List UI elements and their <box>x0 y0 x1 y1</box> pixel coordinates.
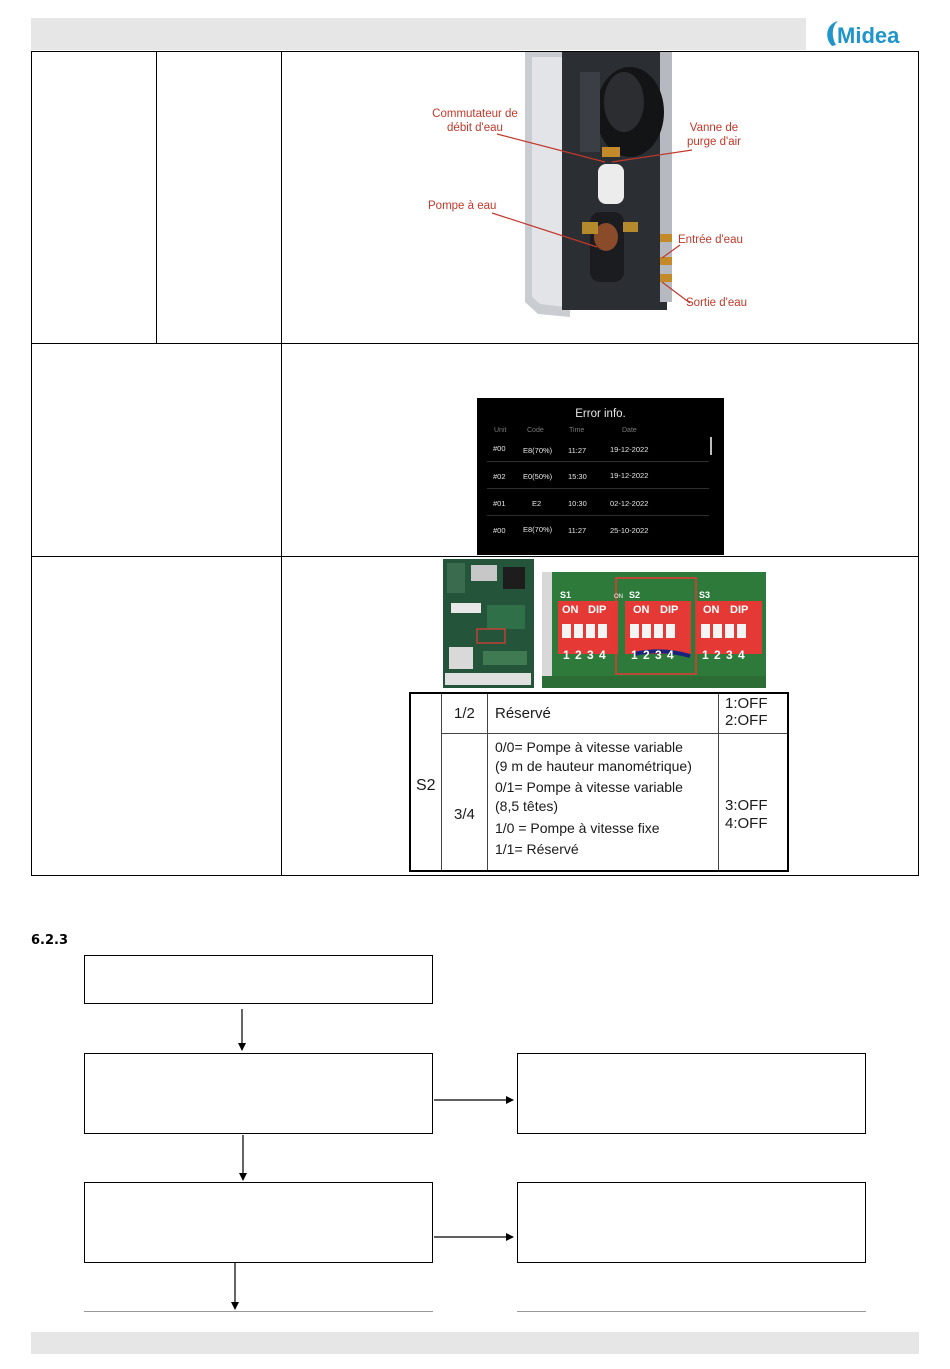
page-header-bar <box>31 18 806 50</box>
column-header-time: Time <box>569 427 585 434</box>
table-divider <box>441 733 787 734</box>
table-row-2-time: 15:30 <box>568 472 587 481</box>
table-row-4-time: 11:27 <box>568 526 587 535</box>
switch-s2-num-1: 1 <box>631 648 638 662</box>
switch-s3-num-1: 1 <box>702 648 709 662</box>
row2-default-2: 4:OFF <box>725 815 768 832</box>
column-header-unit: Unit <box>494 427 507 434</box>
table-row-4-code: E8(70%) <box>523 525 553 534</box>
label-air-purge-valve: Vanne de purge d'air <box>687 122 741 148</box>
error-info-screen <box>477 398 724 555</box>
switch-s3-dip: DIP <box>730 604 749 616</box>
table-border-top <box>31 51 919 52</box>
table-col-divider <box>281 51 282 876</box>
s2-switch-table <box>409 692 789 872</box>
column-header-date: Date <box>622 427 637 434</box>
row-separator <box>487 461 709 462</box>
table-divider <box>441 694 442 870</box>
switch-s1-num-3: 3 <box>587 648 594 662</box>
dip-switch-closeup-photo <box>542 572 766 688</box>
switch-s2-num-4: 4 <box>667 648 674 662</box>
table-row-3-date: 02-12-2022 <box>610 499 649 508</box>
switch-s3-on: ON <box>703 604 720 616</box>
switch-name-s2: S2 <box>416 777 436 794</box>
table-border-left <box>31 51 32 876</box>
row2-desc-line-5: 1/0 = Pompe à vitesse fixe <box>495 820 660 836</box>
table-border-right <box>918 51 919 876</box>
table-border-bottom <box>31 875 919 876</box>
row-separator <box>487 515 709 516</box>
row2-desc-line-6: 1/1= Réservé <box>495 841 579 857</box>
switch-small-on: ON <box>614 594 623 600</box>
label-water-outlet: Sortie d'eau <box>686 297 748 309</box>
switch-s1-num-4: 4 <box>599 648 606 662</box>
table-inner-col-divider <box>156 51 157 343</box>
table-row-3-time: 10:30 <box>568 499 587 508</box>
table-row-1-code: E8(70%) <box>523 446 553 455</box>
midea-logo <box>822 16 917 52</box>
hydraulic-module-photo <box>520 52 675 317</box>
row1-default-2: 2:OFF <box>725 712 768 729</box>
row2-desc-line-4: (8,5 têtes) <box>495 798 559 814</box>
switch-s1-name: S1 <box>560 590 572 600</box>
switch-s3-num-4: 4 <box>738 648 745 662</box>
switch-s2-num-3: 3 <box>655 648 662 662</box>
switch-s3-name: S3 <box>699 590 711 600</box>
row1-description: Réservé <box>495 705 551 722</box>
row2-desc-line-1: 0/0= Pompe à vitesse variable <box>495 739 683 755</box>
label-water-pump: Pompe à eau <box>428 200 497 212</box>
error-screen-scrollbar[interactable] <box>710 437 712 455</box>
switch-s1-num-2: 2 <box>575 648 582 662</box>
section-number: 6.2.3 <box>31 933 69 948</box>
table-divider <box>718 694 719 870</box>
table-divider <box>487 694 488 870</box>
main-control-board-photo <box>443 559 534 688</box>
label-water-inlet: Entrée d'eau <box>678 234 743 246</box>
brand-text: Midea <box>837 23 900 48</box>
row2-default-1: 3:OFF <box>725 797 768 814</box>
column-header-code: Code <box>527 427 544 434</box>
table-row-3-code: E2 <box>532 499 542 508</box>
table-row-2-date: 19-12-2022 <box>610 471 649 480</box>
table-row-2-unit: #02 <box>493 472 506 481</box>
table-row-2-code: E0(50%) <box>523 472 553 481</box>
row-separator <box>487 488 709 489</box>
switch-s2-name: S2 <box>629 590 641 600</box>
flowchart-arrows <box>0 940 950 1320</box>
table-row-divider-2 <box>31 556 919 557</box>
switch-s1-num-1: 1 <box>563 648 570 662</box>
switch-s1-on: ON <box>562 604 579 616</box>
table-row-1-date: 19-12-2022 <box>610 445 649 454</box>
table-row-4-unit: #00 <box>493 526 506 535</box>
row1-position: 1/2 <box>454 705 475 722</box>
table-row-3-unit: #01 <box>493 499 506 508</box>
row2-position: 3/4 <box>454 806 475 823</box>
switch-s2-num-2: 2 <box>643 648 650 662</box>
table-row-4-date: 25-10-2022 <box>610 526 649 535</box>
table-row-1-unit: #00 <box>493 444 506 453</box>
row1-default-1: 1:OFF <box>725 695 768 712</box>
error-screen-title: Error info. <box>575 408 626 420</box>
switch-s3-num-3: 3 <box>726 648 733 662</box>
row2-desc-line-3: 0/1= Pompe à vitesse variable <box>495 779 683 795</box>
table-row-1-time: 11:27 <box>568 446 587 455</box>
switch-s1-dip: DIP <box>588 604 607 616</box>
page-footer-bar <box>31 1332 919 1354</box>
row2-desc-line-2: (9 m de hauteur manométrique) <box>495 758 692 774</box>
table-row-divider-1 <box>31 343 919 344</box>
label-flow-switch: Commutateur de débit d'eau <box>432 108 518 134</box>
switch-s3-num-2: 2 <box>714 648 721 662</box>
switch-s2-on: ON <box>633 604 650 616</box>
switch-s2-dip: DIP <box>660 604 679 616</box>
